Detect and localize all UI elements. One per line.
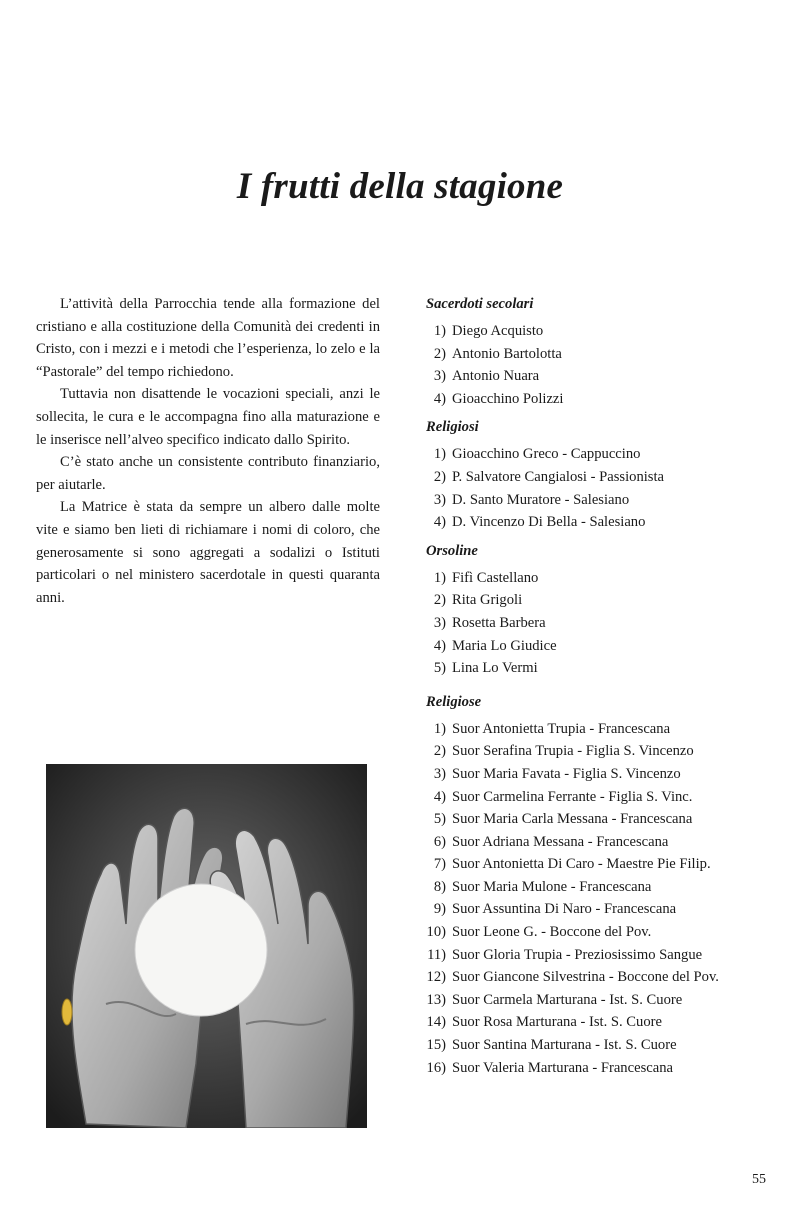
hands-host-photo [46,764,367,1128]
item-text: Suor Carmela Marturana - Ist. S. Cuore [452,991,683,1008]
item-number: 4) [433,788,446,805]
page-title: I frutti della stagione [236,165,564,207]
section-sacerdoti-secolari [423,296,767,410]
item-number: 2) [433,345,446,362]
intro-text [36,293,380,609]
list-item [423,612,767,635]
item-text: Suor Serafina Trupia - Figlia S. Vincenzo [452,743,694,760]
section-orsoline [423,543,767,680]
list-item [423,966,767,989]
item-number: 1) [433,446,446,463]
item-text: Antonio Bartolotta [452,345,562,362]
item-text: Suor Adriana Messana - Francescana [452,833,669,850]
list-item [423,466,767,489]
item-text: D. Santo Muratore - Salesiano [452,491,630,508]
item-text: Suor Gloria Trupia - Preziosissimo Sangue [452,946,703,963]
item-number: 16) [426,1059,446,1076]
list-item [423,443,767,466]
list-item [423,320,767,343]
item-number: 3) [433,614,446,631]
item-number: 10) [426,924,446,941]
item-text: Lina Lo Vermi [452,660,538,677]
item-text: Suor Rosa Marturana - Ist. S. Cuore [452,1014,662,1031]
list-item [423,1011,767,1034]
item-text: Suor Valeria Marturana - Francescana [452,1059,673,1076]
section-heading: Orsoline [426,542,478,559]
list-item [423,921,767,944]
item-number: 11) [427,946,446,963]
section-heading: Sacerdoti secolari [426,296,534,312]
item-number: 5) [433,660,446,677]
item-text: Suor Antonietta Di Caro - Maestre Pie Filip. [452,856,711,873]
list-item [423,853,767,876]
item-number: 1) [433,323,446,339]
list-item [423,388,767,411]
section-religiosi [423,419,767,533]
list-item [423,657,767,680]
item-text: Antonio Nuara [452,368,540,385]
list-item [423,567,767,590]
item-text: Rita Grigoli [452,592,523,609]
intro-paragraph: C’è stato anche un consistente contributo finanziario, per aiutarle. [36,454,380,493]
item-text: P. Salvatore Cangialosi - Passionista [452,468,665,485]
intro-paragraph: La Matrice è stata da sempre un albero dalle molte vite e siamo ben lieti di richiamare i nomi di coloro, che generosamente si sono aggregati a sodalizi o Istituti particolari o nel ministero sacerdotale in questi quaranta anni. [36,499,380,606]
item-text: Gioacchino Polizzi [452,390,564,407]
item-text: Suor Assuntina Di Naro - Francescana [452,901,677,918]
section-religiose [423,694,767,1080]
list-item [423,786,767,809]
item-text: Suor Maria Mulone - Francescana [452,878,652,895]
item-text: Maria Lo Giudice [452,637,557,654]
list-item [423,831,767,854]
item-number: 3) [433,368,446,385]
item-number: 8) [433,878,446,895]
item-text: Suor Santina Marturana - Ist. S. Cuore [452,1037,677,1054]
list-item [423,1057,767,1080]
list-item [423,740,767,763]
list-item [423,944,767,967]
list-item [423,635,767,658]
item-text: D. Vincenzo Di Bella - Salesiano [452,514,646,531]
item-number: 4) [433,390,446,407]
intro-paragraph: Tuttavia non disattende le vocazioni speciali, anzi le sollecita, le cura e le accompagna fino alla maturazione e le inserisce nell’alveo specifico indicato dallo Spirito. [36,386,380,448]
item-number: 1) [433,569,446,586]
item-text: Suor Leone G. - Boccone del Pov. [452,924,652,941]
item-text: Suor Maria Carla Messana - Francescana [452,811,693,828]
item-number: 1) [433,720,446,737]
item-text: Suor Maria Favata - Figlia S. Vincenzo [452,765,681,782]
list-item [423,808,767,831]
list-item [423,718,767,741]
item-text: Rosetta Barbera [452,614,546,631]
item-text: Fifì Castellano [452,569,539,586]
section-heading: Religiose [426,693,482,710]
page-number: 55 [752,1172,766,1187]
item-number: 6) [433,833,446,850]
item-text: Suor Antonietta Trupia - Francescana [452,720,671,737]
item-number: 4) [433,514,446,531]
item-number: 3) [433,765,446,782]
item-text: Suor Carmelina Ferrante - Figlia S. Vinc. [452,788,693,805]
list-item [423,876,767,899]
list-item [423,343,767,366]
item-number: 15) [426,1037,446,1054]
list-item [423,365,767,388]
list-item [423,763,767,786]
item-number: 3) [433,491,446,508]
intro-paragraph: L’attività della Parrocchia tende alla formazione del cristiano e alla costituzione della Comunità dei credenti in Cristo, con i mezzi e i metodi che l’esperienza, lo zelo e la “Pastorale” del tempo richiedono. [36,296,380,380]
item-text: Gioacchino Greco - Cappuccino [452,446,641,463]
item-number: 4) [433,637,446,654]
item-number: 13) [426,991,446,1008]
list-item [423,589,767,612]
item-text: Suor Giancone Silvestrina - Boccone del Pov. [452,969,719,986]
list-item [423,898,767,921]
item-number: 2) [433,592,446,609]
item-number: 5) [433,811,446,828]
item-text: Diego Acquisto [452,323,544,339]
list-item [423,1034,767,1057]
item-number: 12) [426,969,446,986]
list-item [423,511,767,534]
item-number: 14) [426,1014,446,1031]
item-number: 9) [433,901,446,918]
list-item [423,989,767,1012]
section-heading: Religiosi [426,419,479,436]
item-number: 2) [433,468,446,485]
list-item [423,489,767,512]
vocations-list [423,296,767,1088]
item-number: 7) [433,856,446,873]
item-number: 2) [433,743,446,760]
